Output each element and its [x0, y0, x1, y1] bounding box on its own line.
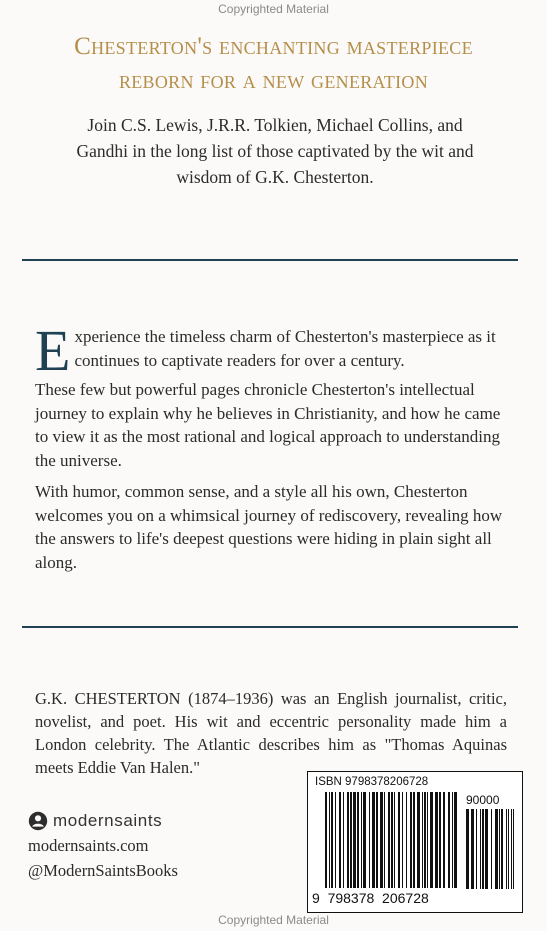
divider-top	[22, 259, 518, 261]
author-bio: G.K. CHESTERTON (1874–1936) was an English journalist, critic, novelist, and poet. His wit and eccentric personality made him a London celebrity. The Atlantic describes him as "Thomas Aquinas meets Eddie Van Halen."	[35, 689, 507, 777]
intro-text: Join C.S. Lewis, J.R.R. Tolkien, Michael Collins, and Gandhi in the long list of those captivated by the wit and wisdom of G.K. Chesterton.	[76, 115, 474, 187]
isbn-barcode	[307, 771, 523, 913]
person-badge-icon	[28, 811, 48, 831]
publisher-name: modernsaints	[53, 811, 163, 830]
publisher-brand	[28, 810, 162, 832]
headline-line-2: reborn for a new generation	[118, 67, 429, 94]
headline-line-1: Chesterton's enchanting masterpiece	[74, 33, 473, 60]
publisher-website: modernsaints.com	[28, 836, 149, 855]
isbn-label: ISBN 9798378206728	[315, 776, 429, 788]
description-paragraph-3: With humor, common sense, and a style all his own, Chesterton welcomes you on a whimsical journey of rediscovery, revealing how the answers to life's deepest questions were hiding in plain sight all along.	[35, 482, 503, 572]
description-paragraph-2: These few but powerful pages chronicle Chesterton's intellectual journey to explain why he believes in Christianity, and how he came to view it as the most rational and logical approach to understanding the universe.	[35, 380, 501, 470]
drop-cap: E	[35, 318, 71, 383]
price-code: 90000	[466, 793, 500, 807]
copyright-watermark-bottom: Copyrighted Material	[218, 913, 329, 927]
barcode-digits: 9 798378 206728	[312, 890, 429, 906]
divider-bottom	[22, 626, 518, 628]
headline	[0, 30, 547, 98]
copyright-watermark-top: Copyrighted Material	[218, 2, 329, 16]
description-paragraph-1	[35, 318, 510, 383]
publisher-social-handle: @ModernSaintsBooks	[28, 861, 178, 880]
description-paragraph-1-text: xperience the timeless charm of Chesterton's masterpiece as it continues to captivate readers for over a century.	[74, 327, 496, 370]
